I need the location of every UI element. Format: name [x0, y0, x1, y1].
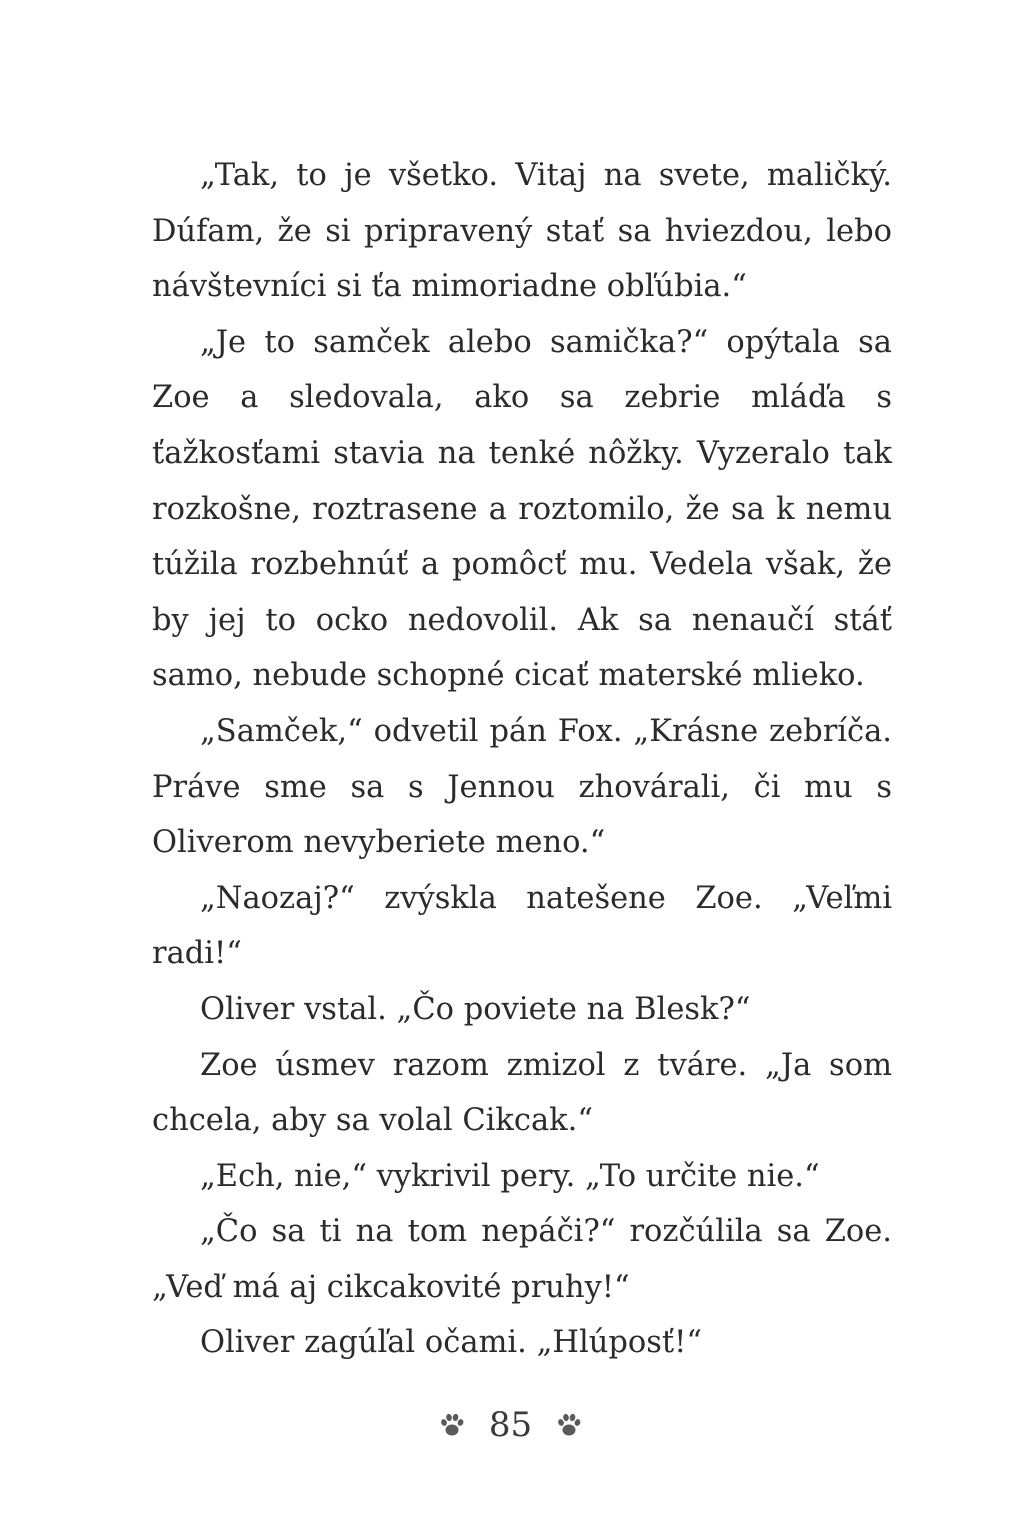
paragraph: „Je to samček alebo samička?“ opýtala sa Zoe a sledovala, ako sa zebrie mláďa s ťažkosťami stavia na tenké nôžky. Vyzeralo tak rozkošne, roztrasene a roztomilo, že sa k nemu túžila rozbehnúť a pomôcť mu. Vedela však, že by jej to ocko nedovolil. Ak sa nenaučí stáť samo, nebude schopné cicať materské mlieko.: [152, 324, 892, 694]
body-text: [152, 148, 892, 1371]
paw-print-icon: [554, 1410, 584, 1440]
paragraph: Oliver vstal. „Čo poviete na Blesk?“: [200, 991, 751, 1027]
paragraph: Oliver zagúľal očami. „Hlúposť!“: [200, 1325, 703, 1361]
paragraph: Zoe úsmev razom zmizol z tváre. „Ja som chcela, aby sa volal Cikcak.“: [152, 1047, 892, 1139]
paragraph: „Ech, nie,“ vykrivil pery. „To určite nie.“: [200, 1158, 820, 1194]
paragraph: „Čo sa ti na tom nepáči?“ rozčúlila sa Zoe. „Veď má aj cikcakovité pruhy!“: [152, 1214, 892, 1305]
paw-print-icon: [437, 1410, 467, 1440]
paragraph: „Samček,“ odvetil pán Fox. „Krásne zebríča. Práve sme sa s Jennou zhovárali, či mu s Oliverom nevyberiete meno.“: [152, 713, 892, 861]
page-number: 85: [488, 1405, 533, 1445]
page-footer: [0, 1395, 1021, 1455]
paragraph: „Tak, to je všetko. Vitaj na svete, maličký. Dúfam, že si pripravený stať sa hviezdou, lebo návštevníci si ťa mimoriadne obľúbia.“: [152, 158, 892, 305]
paragraph: „Naozaj?“ zvýskla natešene Zoe. „Veľmi radi!“: [152, 880, 892, 972]
